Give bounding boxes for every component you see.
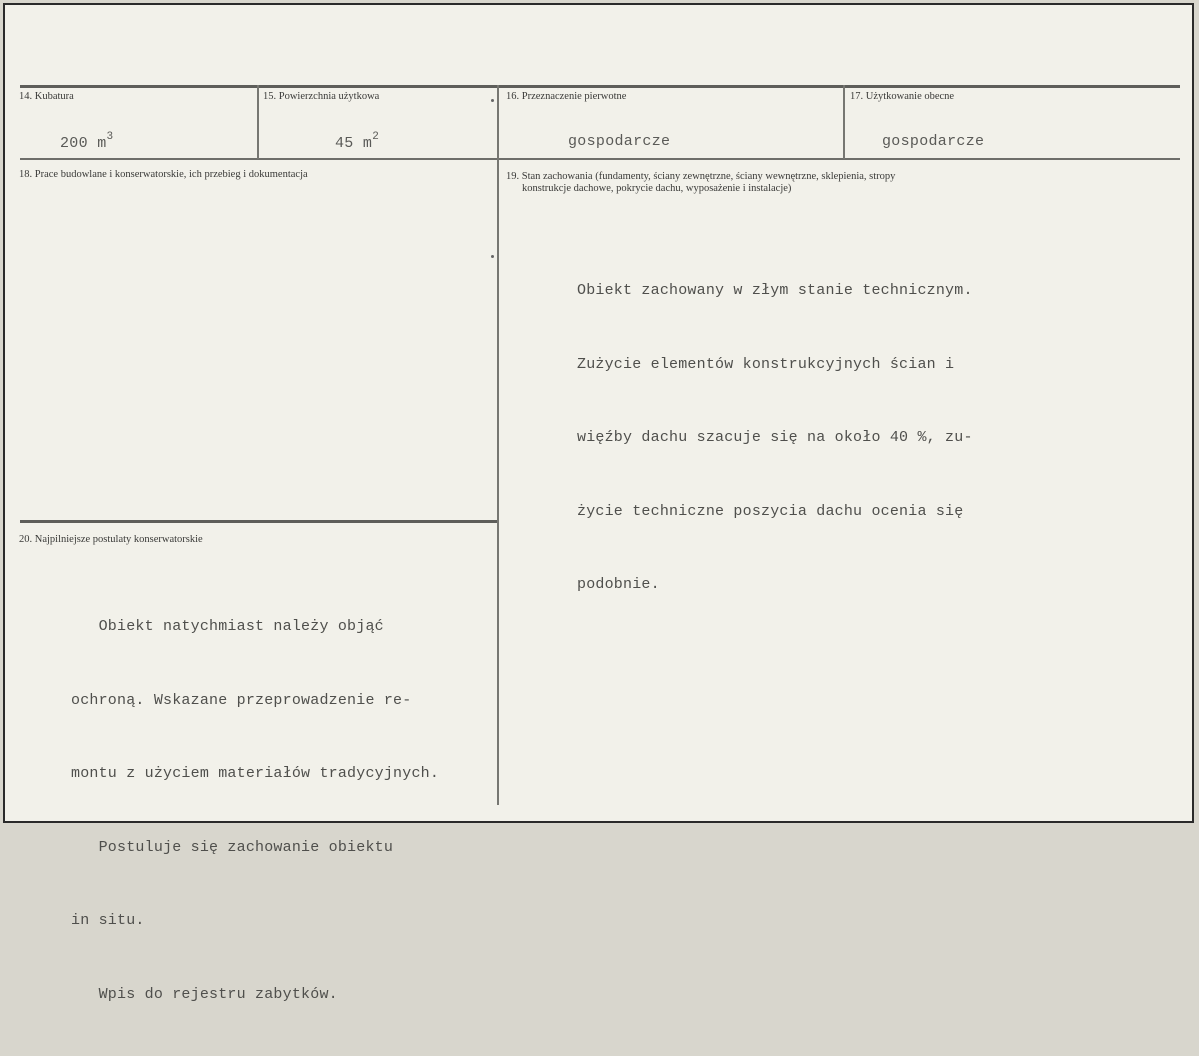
field-20-label: 20. Najpilniejsze postulaty konserwatorskie xyxy=(19,534,203,545)
divider-16-17 xyxy=(843,85,845,159)
field-20-text xyxy=(71,566,439,1056)
field-20-line: Wpis do rejestru zabytków. xyxy=(71,985,338,1003)
field-20-line: Obiekt natychmiast należy objąć xyxy=(71,618,384,635)
field-19-text xyxy=(577,230,973,647)
mark-dot xyxy=(491,255,494,258)
field-14-unit-exponent: 3 xyxy=(106,131,114,143)
field-14-number: 200 m xyxy=(60,135,107,152)
row1-rule xyxy=(20,158,1180,160)
field-19-line: więźby dachu szacuje się na około 40 %, zu- xyxy=(577,429,973,446)
inventory-card xyxy=(3,3,1194,1003)
field-15-unit-exponent: 2 xyxy=(372,131,380,143)
top-rule xyxy=(20,85,1180,88)
field-14-label: 14. Kubatura xyxy=(19,91,74,102)
field-20-line: montu z użyciem materiałów tradycyjnych. xyxy=(71,765,440,782)
field-20-line: Postuluje się zachowanie obiektu xyxy=(71,838,394,856)
field-20-line: in situ. xyxy=(71,912,145,929)
field-19-label-line1: 19. Stan zachowania (fundamenty, ściany zewnętrzne, ściany wewnętrzne, sklepienia, stropy xyxy=(506,171,896,182)
field-15-value xyxy=(335,131,379,152)
mark-dot xyxy=(491,99,494,102)
field-17-label: 17. Użytkowanie obecne xyxy=(850,91,955,102)
divider-14-15 xyxy=(257,85,259,159)
divider-15-16 xyxy=(497,85,499,805)
field-15-number: 45 m xyxy=(335,135,373,152)
field-19-line: Obiekt zachowany w złym stanie technicznym. xyxy=(577,282,973,299)
field-16-label: 16. Przeznaczenie pierwotne xyxy=(506,91,627,102)
field-15-label: 15. Powierzchnia użytkowa xyxy=(263,91,380,102)
field-18-label: 18. Prace budowlane i konserwatorskie, ich przebieg i dokumentacja xyxy=(19,169,308,180)
field-14-value xyxy=(60,131,113,152)
field-19-line: Zużycie elementów konstrukcyjnych ścian i xyxy=(577,355,955,373)
field-16-value: gospodarcze xyxy=(568,133,671,150)
field-19-line: życie techniczne poszycia dachu ocenia się xyxy=(577,502,964,520)
field-17-value: gospodarcze xyxy=(882,133,985,150)
field-19-line: podobnie. xyxy=(577,576,660,593)
field-20-line: ochroną. Wskazane przeprowadzenie re- xyxy=(71,691,412,709)
mid-left-rule xyxy=(20,520,497,523)
field-19-label-line2: konstrukcje dachowe, pokrycie dachu, wyposażenie i instalacje) xyxy=(522,183,792,194)
